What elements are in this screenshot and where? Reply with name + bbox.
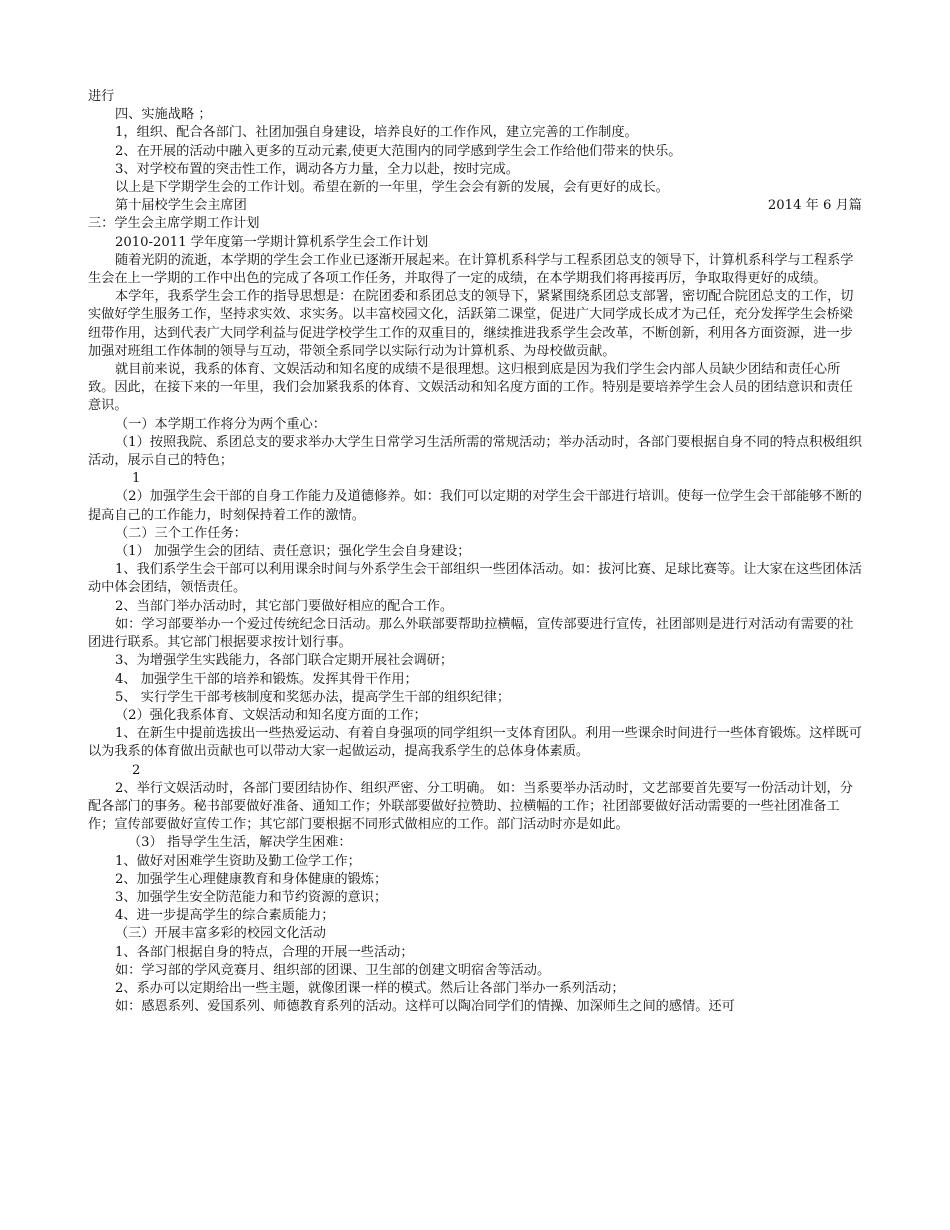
paragraph-line: （2）强化我系体育、文娱活动和知名度方面的工作；	[115, 707, 427, 723]
paragraph-line: （1） 加强学生会的团结、责任意识；强化学生会自身建设；	[115, 544, 471, 560]
paragraph-line: 3、为增强学生实践能力，各部门联合定期开展社会调研；	[115, 653, 454, 669]
paragraph-line: 4、进一步提高学生的综合素质能力；	[115, 908, 335, 924]
paragraph-line: 4、 加强学生干部的培养和锻炼。发挥其骨干作用；	[115, 671, 418, 687]
paragraph-line: 如：感恩系列、爱国系列、师德教育系列的活动。这样可以陶冶同学们的情操、加深师生之间的感情。还可	[115, 999, 735, 1015]
paragraph-line: 1、在新生中提前选拔出一些热爱运动、有着自身强项的同学组织一支体育团队。利用一些课余时间进行一些体育锻炼。这样既可以为我系的体育做出贡献也可以带动大家一起做运动，提高我系学生的总体身体素质。	[88, 726, 862, 760]
signature-org: 第十届校学生会主席团	[115, 198, 247, 214]
paragraph-line: （3） 指导学生生活，解决学生困难：	[128, 835, 352, 851]
paragraph-line: 进行	[88, 89, 115, 104]
paragraph-line: 四、实施战略 ；	[115, 107, 212, 123]
paragraph-line: 2、系办可以定期给出一些主题，就像团课一样的模式。然后让各部门举办一系列活动；	[115, 980, 625, 996]
paragraph-line: 就目前来说，我系的体育、文娱活动和知名度的成绩不是很理想。这归根到底是因为我们学生会内部人员缺少团结和责任心所致。因此，在接下来的一年里，我们会加紧我系的体育、文娱活动和知名度方面的工作。特别是要培养学生会人员的团结意识和责任意识。	[88, 362, 853, 414]
paragraph-line: 2、当部门举办活动时，其它部门要做好相应的配合工作。	[115, 598, 454, 614]
paragraph-line: 1、各部门根据自身的特点，合理的开展一些活动；	[115, 944, 414, 960]
paragraph-line: （三）开展丰富多彩的校园文化活动	[115, 926, 326, 942]
paragraph-line: 如：学习部要举办一个爱过传统纪念日活动。那么外联部要帮助拉横幅，宣传部要进行宣传，社团部则是进行对活动有需要的社团进行联系。其它部门根据要求按计划行事。	[88, 616, 854, 651]
paragraph-line: （一）本学期工作将分为两个重心：	[115, 416, 326, 432]
signature-date: 2014 年 6 月篇	[767, 198, 862, 214]
paragraph-line: 5、 实行学生干部考核制度和奖惩办法，提高学生干部的组织纪律；	[115, 689, 511, 705]
signature-line	[88, 197, 862, 215]
paragraph-line: 2	[132, 762, 141, 778]
paragraph-line: 1，组织、配合各部门、社团加强自身建设，培养良好的工作作风，建立完善的工作制度。	[115, 125, 638, 141]
paragraph-line: （2）加强学生会干部的自身工作能力及道德修养。如：我们可以定期的对学生会干部进行培训。使每一位学生会干部能够不断的提高自己的工作能力，时刻保持着工作的激情。	[88, 489, 862, 523]
paragraph-line: （1）按照我院、系团总支的要求举办大学生日常学习生活所需的常规活动；举办活动时，各部门要根据自身不同的特点积极组织活动，展示自己的特色；	[88, 434, 862, 469]
paragraph-line: 2、在开展的活动中融入更多的互动元素,使更大范围内的同学感到学生会工作给他们带来的快乐。	[115, 143, 682, 159]
paragraph-line: 1、我们系学生会干部可以利用课余时间与外系学生会干部组织一些团体活动。如：拔河比赛、足球比赛等。让大家在这些团体活动中体会团结，领悟责任。	[88, 562, 862, 596]
paragraph-line: 3、对学校布置的突击性工作，调动各方力量，全力以赴，按时完成。	[115, 161, 520, 177]
paragraph-line: 随着光阴的流逝，本学期的学生会工作业已逐渐开展起来。在计算机系科学与工程系团总支的领导下，计算机系科学与工程系学生会在上一学期的工作中出色的完成了各项工作任务，并取得了一定的成绩，在本学期我们将再接再厉，争取取得更好的成绩。	[88, 252, 854, 287]
paragraph-line: 2、举行文娱活动时，各部门要团结协作、组织严密、分工明确。 如：当系要举办活动时，文艺部要首先要写一份活动计划，分配各部门的事务。秘书部要做好准备、通知工作；外联部要做好拉赞助、拉横幅的工作；社团部要做好活动需要的一些社团准备工作；宣传部要做好宣传工作；其它部门要根据不同形式做相应的工作。部门活动时亦是如此。	[88, 780, 853, 833]
paragraph-line: 三：学生会主席学期工作计划	[88, 216, 260, 232]
paragraph-line: 2、加强学生心理健康教育和身体健康的锻炼；	[115, 871, 388, 887]
paragraph-line: 如：学习部的学风竞赛月、组织部的团课、卫生部的创建文明宿舍等活动。	[115, 962, 551, 978]
paragraph-line: 以上是下学期学生会的工作计划。希望在新的一年里，学生会会有新的发展，会有更好的成长。	[115, 180, 669, 196]
paragraph-line: （二）三个工作任务：	[115, 525, 247, 541]
paragraph-line: 本学年，我系学生会工作的指导思想是：在院团委和系团总支的领导下，紧紧围绕系团总支部署，密切配合院团总支的工作，切实做好学生服务工作，坚持求实效、求实务。以丰富校园文化，活跃第二课堂，促进广大同学成长成才为己任，充分发挥学生会桥梁纽带作用，达到代表广大同学利益与促进学校学生工作的双重目的，继续推进我系学生会改革，不断创新，利用各方面资源，进一步加强对班组工作体制的领导与互动，带领全系同学以实际行动为计算机系、为母校做贡献。	[88, 289, 854, 359]
paragraph-line: 3、加强学生安全防范能力和节约资源的意识；	[115, 889, 388, 905]
paragraph-line: 1	[132, 471, 141, 487]
paragraph-line: 1、做好对困难学生资助及勤工俭学工作；	[115, 853, 361, 869]
paragraph-line: 2010-2011 学年度第一学期计算机系学生会工作计划	[115, 234, 429, 250]
